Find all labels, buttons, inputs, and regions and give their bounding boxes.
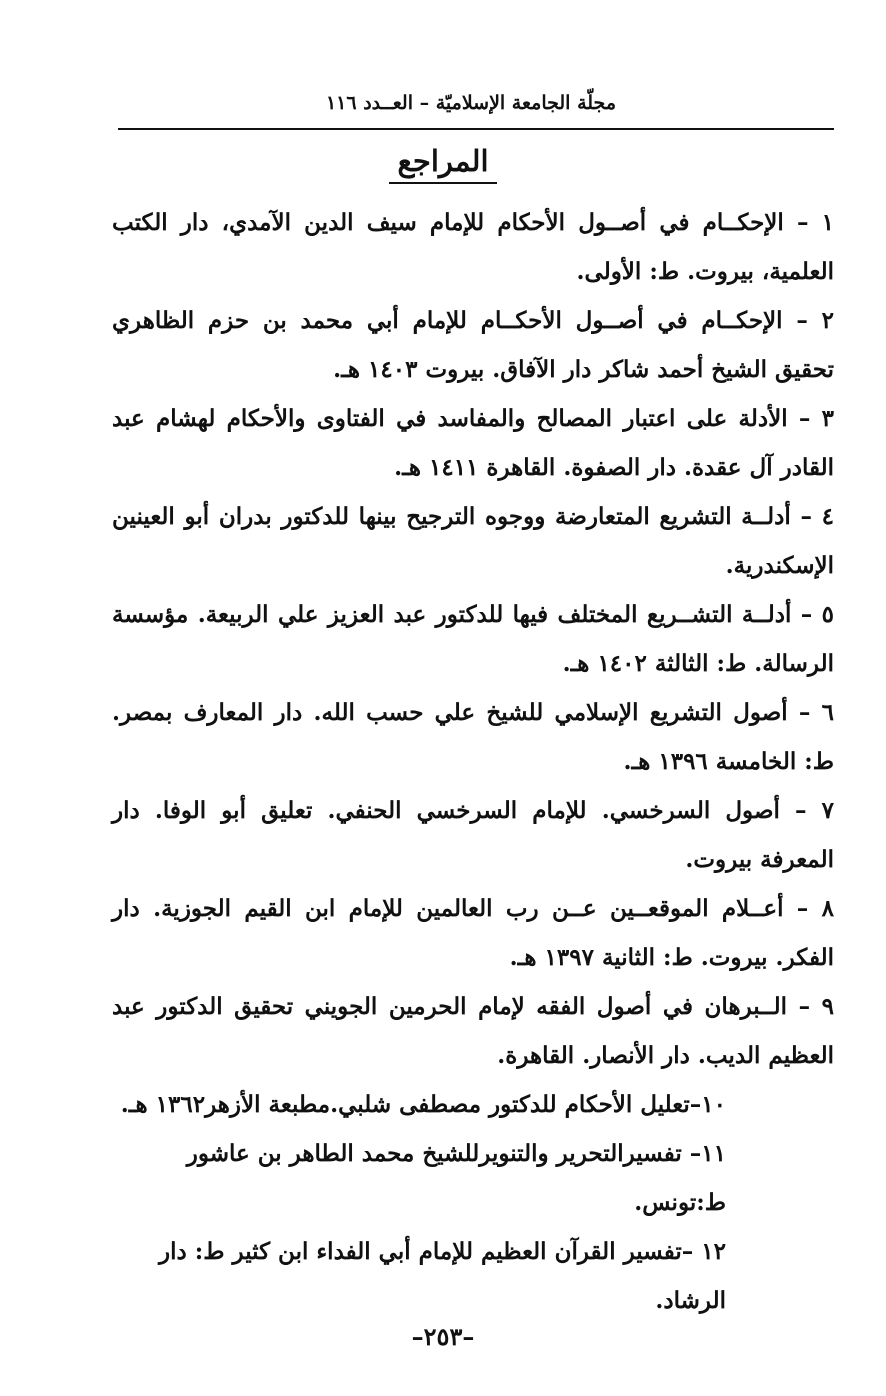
- page-number: –٢٥٣–: [411, 1322, 475, 1351]
- reference-item-9: ٩ – الــبرهان في أصول الفقه لإمام الحرمين الجويني تحقيق الدكتور عبد العظيم الديب. دار الأنصار. القاهرة.: [112, 993, 834, 1069]
- reference-item-10: ١٠–تعليل الأحكام للدكتور مصطفى شلبي.مطبعة الأزهر١٣٦٢ هـ.: [120, 1091, 726, 1118]
- reference-item-2: ٢ – الإحكــام في أصــول الأحكــام للإمام أبي محمد بن حزم الظاهري تحقيق الشيخ أحمد شاكر دار الآفاق. بيروت ١٤٠٣ هـ.: [112, 307, 834, 383]
- reference-list: [112, 198, 834, 1325]
- reference-item-11: ١١– تفسيرالتحرير والتنويرللشيخ محمد الطاهر بن عاشور ط:تونس.: [186, 1140, 726, 1216]
- reference-item-3: ٣ – الأدلة على اعتبار المصالح والمفاسد في الفتاوى والأحكام لهشام عبد القادر آل عقدة. دار الصفوة. القاهرة ١٤١١ هـ.: [112, 405, 834, 481]
- reference-item-4: ٤ – أدلــة التشريع المتعارضة ووجوه الترجيح بينها للدكتور بدران أبو العينين الإسكندرية.: [112, 503, 834, 579]
- running-header: مجلّة الجامعة الإسلاميّة – العــدد ١١٦: [325, 92, 616, 114]
- reference-item-5: ٥ – أدلــة التشــريع المختلف فيها للدكتور عبد العزيز علي الربيعة. مؤسسة الرسالة. ط: الثالثة ١٤٠٢ هـ.: [112, 601, 834, 677]
- reference-item-6: ٦ – أصول التشريع الإسلامي للشيخ علي حسب الله. دار المعارف بمصر. ط: الخامسة ١٣٩٦ هـ.: [112, 699, 834, 775]
- reference-item-8: ٨ – أعــلام الموقعــين عــن رب العالمين للإمام ابن القيم الجوزية. دار الفكر. بيروت. ط: الثانية ١٣٩٧ هـ.: [112, 895, 834, 971]
- reference-item-12: ١٢ –تفسير القرآن العظيم للإمام أبي الفداء ابن كثير ط: دار الرشاد.: [159, 1238, 726, 1314]
- reference-item-1: ١ – الإحكــام في أصــول الأحكام للإمام سيف الدين الآمدي، دار الكتب العلمية، بيروت. ط: الأولى.: [112, 209, 834, 285]
- reference-item-7: ٧ – أصول السرخسي. للإمام السرخسي الحنفي. تعليق أبو الوفا. دار المعرفة بيروت.: [112, 797, 834, 873]
- section-title: [0, 144, 886, 184]
- header-divider: [118, 128, 834, 130]
- section-title-text: المراجع: [389, 144, 496, 184]
